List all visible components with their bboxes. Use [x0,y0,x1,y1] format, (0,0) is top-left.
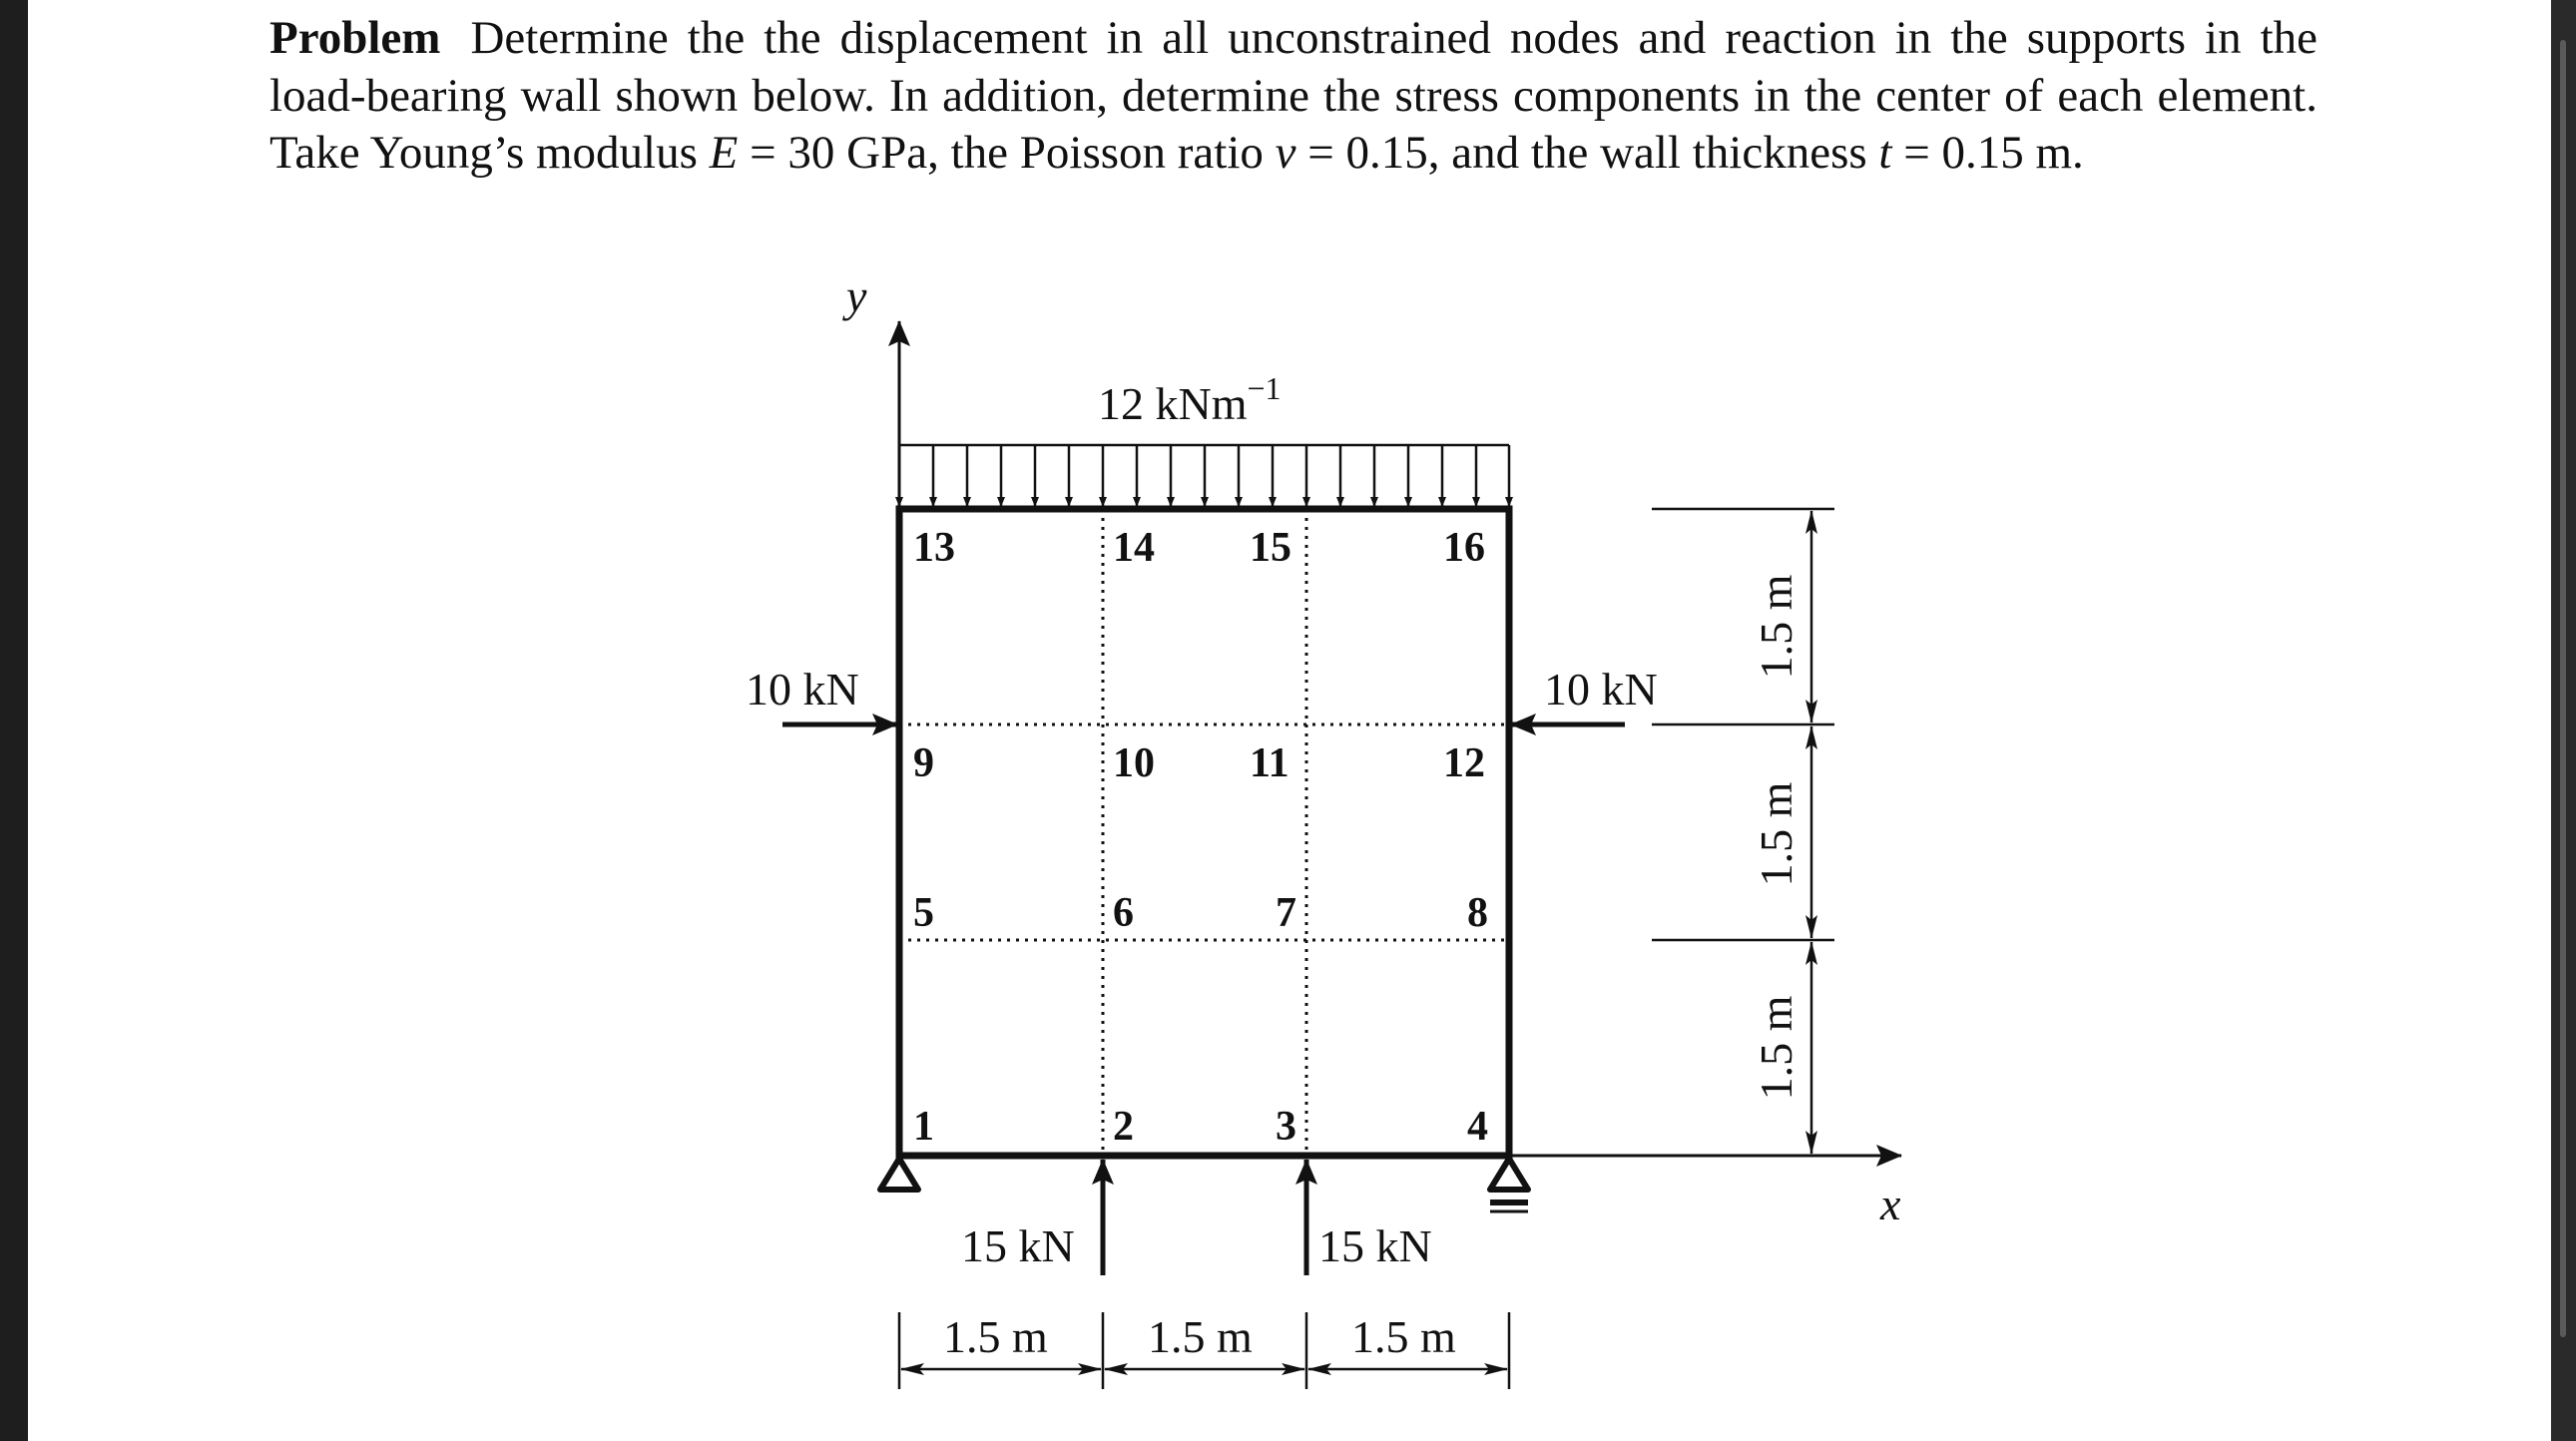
bottom-load-label-right: 15 kN [1318,1220,1432,1271]
left-point-load-label: 10 kN [746,664,859,715]
thickness-value: = 0.15 m. [1891,127,2084,179]
node-labels [913,525,1488,1150]
node-5: 5 [913,890,934,936]
dim-right-3: 1.5 m [1751,995,1802,1101]
symbol-nu: ν [1275,127,1296,179]
symbol-t: t [1878,127,1892,179]
pin-support [880,1159,918,1190]
symbol-E: E [709,127,739,179]
dim-bottom-1: 1.5 m [943,1311,1048,1362]
node-12: 12 [1443,740,1485,786]
node-8: 8 [1467,890,1488,936]
distributed-load [899,445,1509,506]
right-dimensions [1652,509,1834,1154]
dim-bottom-2: 1.5 m [1148,1311,1253,1362]
node-1: 1 [913,1104,934,1150]
problem-text: Determine the the displacement in all unconstrained nodes and reaction in the supports in the load-bearing wall shown below. In addition, determine the stress components in the center of each element. Take Young’s modulus [269,12,2318,179]
scrollbar-thumb[interactable] [2560,40,2566,1337]
node-16: 16 [1443,525,1485,571]
y-axis-label: y [846,270,867,321]
roller-support [1490,1159,1528,1211]
bottom-load-label-left: 15 kN [961,1220,1075,1271]
node-15: 15 [1250,525,1291,571]
youngs-modulus-value: = 30 GPa, the Poisson ratio [738,127,1276,179]
node-10: 10 [1113,740,1155,786]
dim-bottom-3: 1.5 m [1351,1311,1456,1362]
distributed-load-label: 12 kNm$^{-1}$ [1098,370,1282,429]
node-2: 2 [1113,1104,1134,1150]
node-4: 4 [1467,1104,1488,1150]
node-7: 7 [1276,890,1296,936]
wall-boundary [899,509,1509,1156]
problem-heading: Problem [269,12,441,64]
node-14: 14 [1113,525,1155,571]
node-3: 3 [1276,1104,1296,1150]
right-point-load-label: 10 kN [1544,664,1658,715]
dim-right-2: 1.5 m [1751,781,1802,887]
node-13: 13 [913,525,955,571]
node-9: 9 [913,740,934,786]
mesh-lines [899,509,1509,1156]
poisson-ratio-value: = 0.15, and the wall thickness [1295,127,1879,179]
x-axis-label: x [1880,1179,1901,1229]
node-6: 6 [1113,890,1134,936]
dim-right-1: 1.5 m [1751,574,1802,680]
node-11: 11 [1250,740,1289,786]
